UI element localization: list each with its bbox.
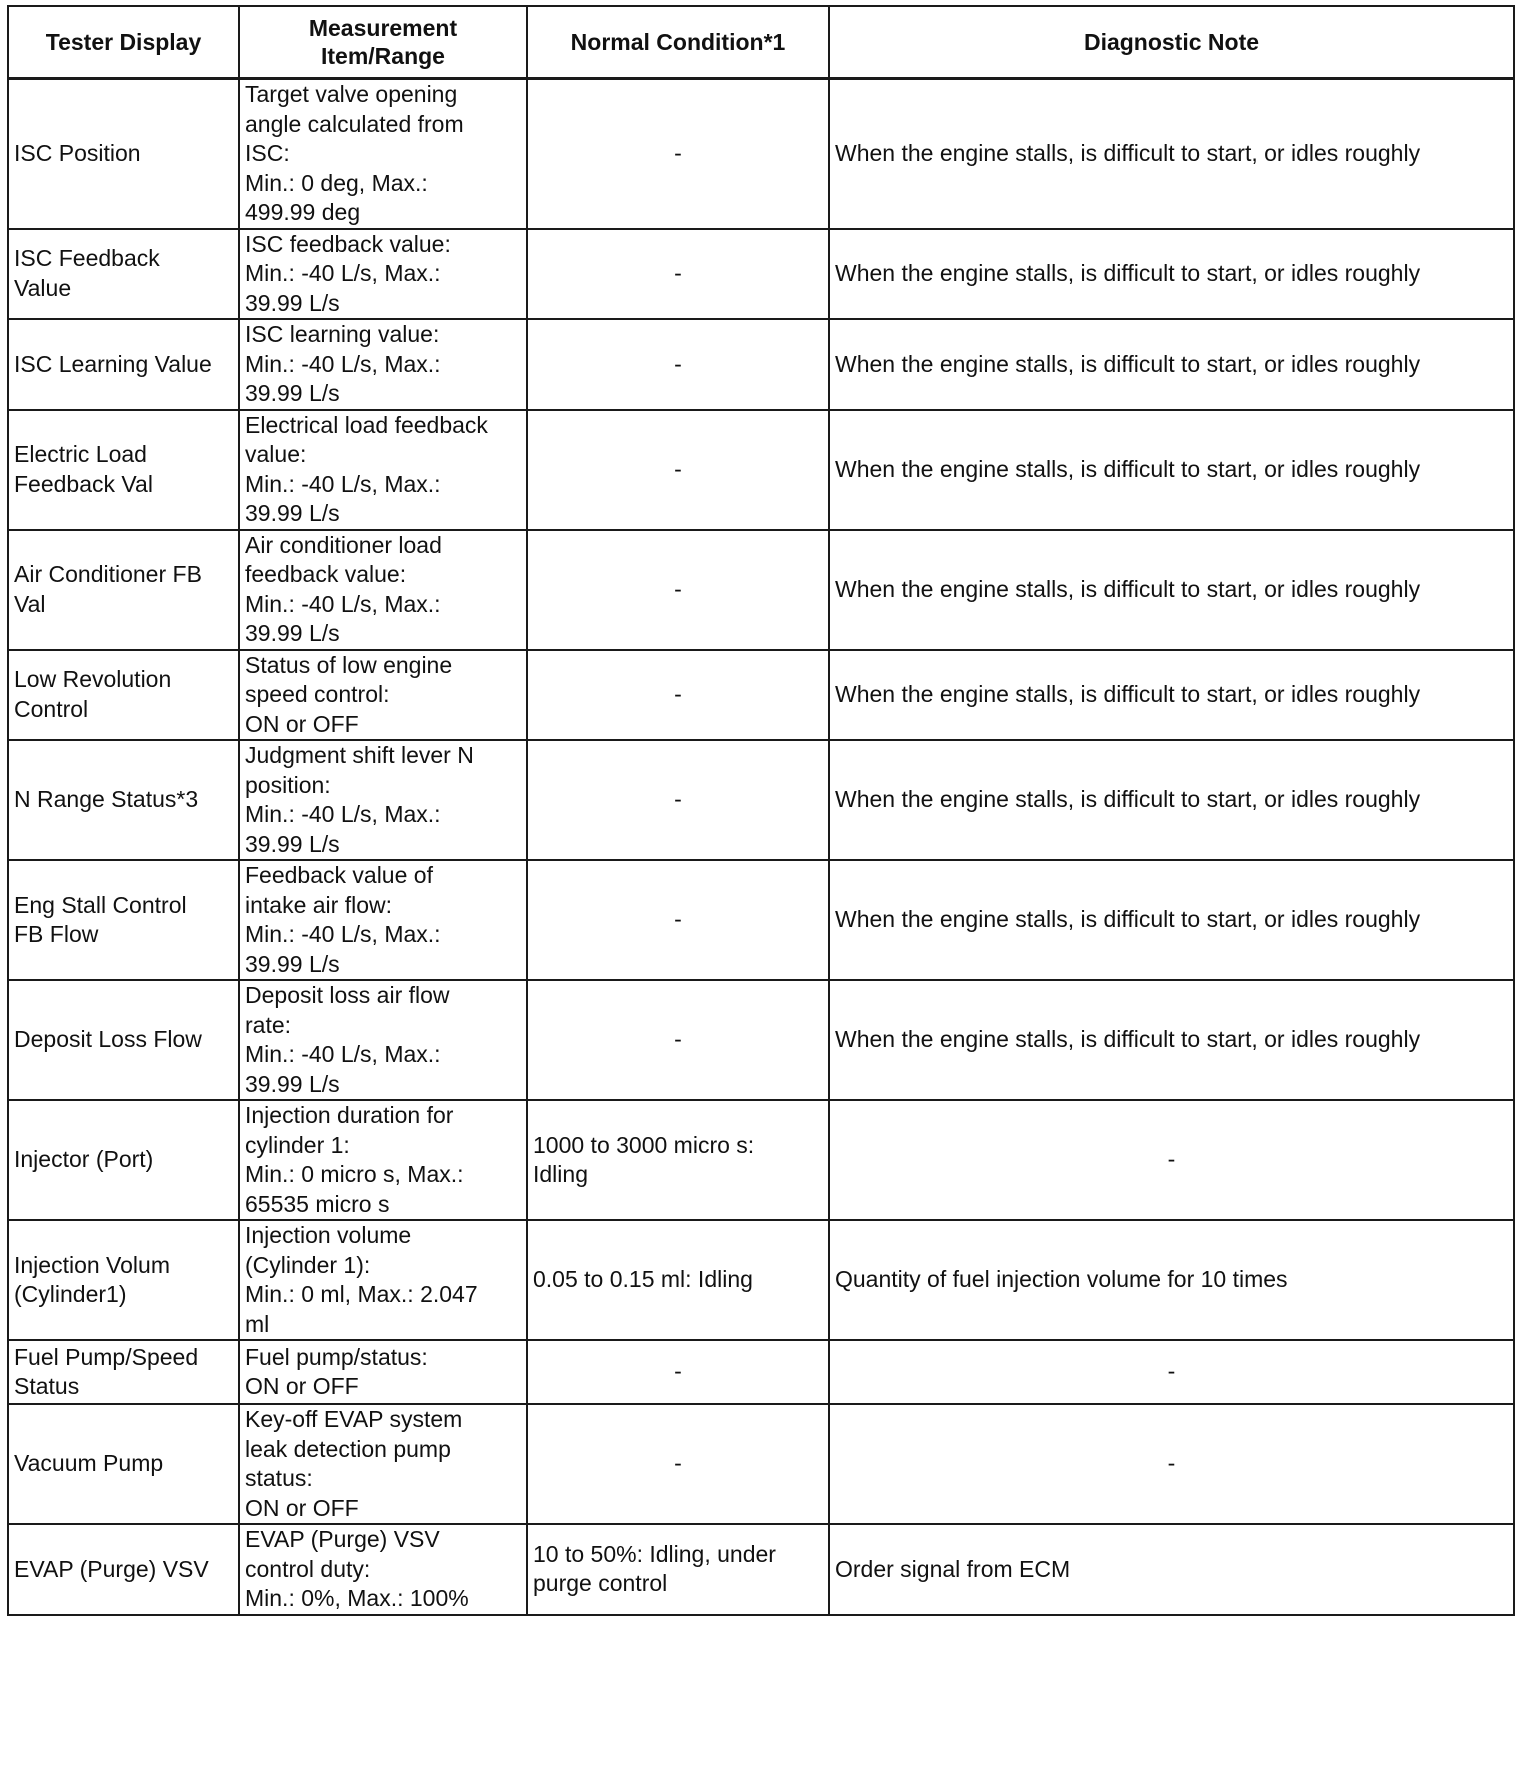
cell-tester-display: ISC Feedback Value <box>8 229 239 320</box>
cell-measurement-range: Injection duration for cylinder 1: Min.: 0 micro s, Max.: 65535 micro s <box>239 1100 527 1220</box>
cell-measurement-range: Electrical load feedback value: Min.: -40 L/s, Max.: 39.99 L/s <box>239 410 527 530</box>
cell-diagnostic-note: When the engine stalls, is difficult to start, or idles roughly <box>829 740 1514 860</box>
cell-diagnostic-note: When the engine stalls, is difficult to start, or idles roughly <box>829 860 1514 980</box>
cell-diagnostic-note: When the engine stalls, is difficult to start, or idles roughly <box>829 319 1514 410</box>
cell-measurement-range: ISC learning value: Min.: -40 L/s, Max.: 39.99 L/s <box>239 319 527 410</box>
cell-diagnostic-note: - <box>829 1100 1514 1220</box>
cell-normal-condition: - <box>527 740 829 860</box>
table-row <box>8 1340 1514 1404</box>
table-row <box>8 860 1514 980</box>
cell-measurement-range: Feedback value of intake air flow: Min.: -40 L/s, Max.: 39.99 L/s <box>239 860 527 980</box>
header-measurement-range: Measurement Item/Range <box>239 6 527 79</box>
cell-tester-display: N Range Status*3 <box>8 740 239 860</box>
cell-normal-condition: - <box>527 229 829 320</box>
table-row <box>8 1404 1514 1524</box>
table-row <box>8 1220 1514 1340</box>
table-row <box>8 980 1514 1100</box>
cell-normal-condition: 10 to 50%: Idling, under purge control <box>527 1524 829 1615</box>
cell-measurement-range: Judgment shift lever N position: Min.: -40 L/s, Max.: 39.99 L/s <box>239 740 527 860</box>
cell-tester-display: Vacuum Pump <box>8 1404 239 1524</box>
cell-tester-display: Eng Stall Control FB Flow <box>8 860 239 980</box>
cell-tester-display: Deposit Loss Flow <box>8 980 239 1100</box>
table-row <box>8 1524 1514 1615</box>
cell-tester-display: Electric Load Feedback Val <box>8 410 239 530</box>
cell-tester-display: Injection Volum (Cylinder1) <box>8 1220 239 1340</box>
header-tester-display: Tester Display <box>8 6 239 79</box>
cell-tester-display: ISC Learning Value <box>8 319 239 410</box>
data-list-table <box>7 5 1515 1616</box>
table-body <box>8 79 1514 1615</box>
table-row <box>8 530 1514 650</box>
cell-tester-display: Fuel Pump/Speed Status <box>8 1340 239 1404</box>
cell-diagnostic-note: - <box>829 1404 1514 1524</box>
cell-diagnostic-note: When the engine stalls, is difficult to start, or idles roughly <box>829 650 1514 741</box>
cell-measurement-range: Injection volume (Cylinder 1): Min.: 0 ml, Max.: 2.047 ml <box>239 1220 527 1340</box>
table-row <box>8 319 1514 410</box>
cell-measurement-range: Deposit loss air flow rate: Min.: -40 L/s, Max.: 39.99 L/s <box>239 980 527 1100</box>
cell-diagnostic-note: When the engine stalls, is difficult to start, or idles roughly <box>829 530 1514 650</box>
cell-measurement-range: Status of low engine speed control: ON or OFF <box>239 650 527 741</box>
cell-measurement-range: Air conditioner load feedback value: Min.: -40 L/s, Max.: 39.99 L/s <box>239 530 527 650</box>
cell-tester-display: EVAP (Purge) VSV <box>8 1524 239 1615</box>
header-normal-condition: Normal Condition*1 <box>527 6 829 79</box>
table-row <box>8 79 1514 229</box>
cell-diagnostic-note: - <box>829 1340 1514 1404</box>
cell-normal-condition: - <box>527 319 829 410</box>
cell-measurement-range: EVAP (Purge) VSV control duty: Min.: 0%, Max.: 100% <box>239 1524 527 1615</box>
table-row <box>8 740 1514 860</box>
cell-normal-condition: 1000 to 3000 micro s: Idling <box>527 1100 829 1220</box>
cell-diagnostic-note: When the engine stalls, is difficult to start, or idles roughly <box>829 410 1514 530</box>
cell-diagnostic-note: When the engine stalls, is difficult to start, or idles roughly <box>829 229 1514 320</box>
cell-normal-condition: - <box>527 1404 829 1524</box>
cell-measurement-range: Key-off EVAP system leak detection pump status: ON or OFF <box>239 1404 527 1524</box>
cell-tester-display: Air Conditioner FB Val <box>8 530 239 650</box>
cell-measurement-range: ISC feedback value: Min.: -40 L/s, Max.: 39.99 L/s <box>239 229 527 320</box>
cell-normal-condition: - <box>527 79 829 229</box>
table-header <box>8 6 1514 79</box>
cell-normal-condition: - <box>527 860 829 980</box>
header-diagnostic-note: Diagnostic Note <box>829 6 1514 79</box>
cell-normal-condition: 0.05 to 0.15 ml: Idling <box>527 1220 829 1340</box>
cell-normal-condition: - <box>527 1340 829 1404</box>
cell-diagnostic-note: When the engine stalls, is difficult to start, or idles roughly <box>829 79 1514 229</box>
cell-normal-condition: - <box>527 980 829 1100</box>
table-row <box>8 410 1514 530</box>
table-row <box>8 229 1514 320</box>
table-row <box>8 1100 1514 1220</box>
table-row <box>8 650 1514 741</box>
cell-measurement-range: Target valve opening angle calculated from ISC: Min.: 0 deg, Max.: 499.99 deg <box>239 79 527 229</box>
cell-normal-condition: - <box>527 530 829 650</box>
cell-diagnostic-note: Order signal from ECM <box>829 1524 1514 1615</box>
cell-measurement-range: Fuel pump/status: ON or OFF <box>239 1340 527 1404</box>
cell-diagnostic-note: Quantity of fuel injection volume for 10 times <box>829 1220 1514 1340</box>
cell-tester-display: Low Revolution Control <box>8 650 239 741</box>
cell-diagnostic-note: When the engine stalls, is difficult to start, or idles roughly <box>829 980 1514 1100</box>
cell-normal-condition: - <box>527 650 829 741</box>
cell-normal-condition: - <box>527 410 829 530</box>
cell-tester-display: Injector (Port) <box>8 1100 239 1220</box>
cell-tester-display: ISC Position <box>8 79 239 229</box>
